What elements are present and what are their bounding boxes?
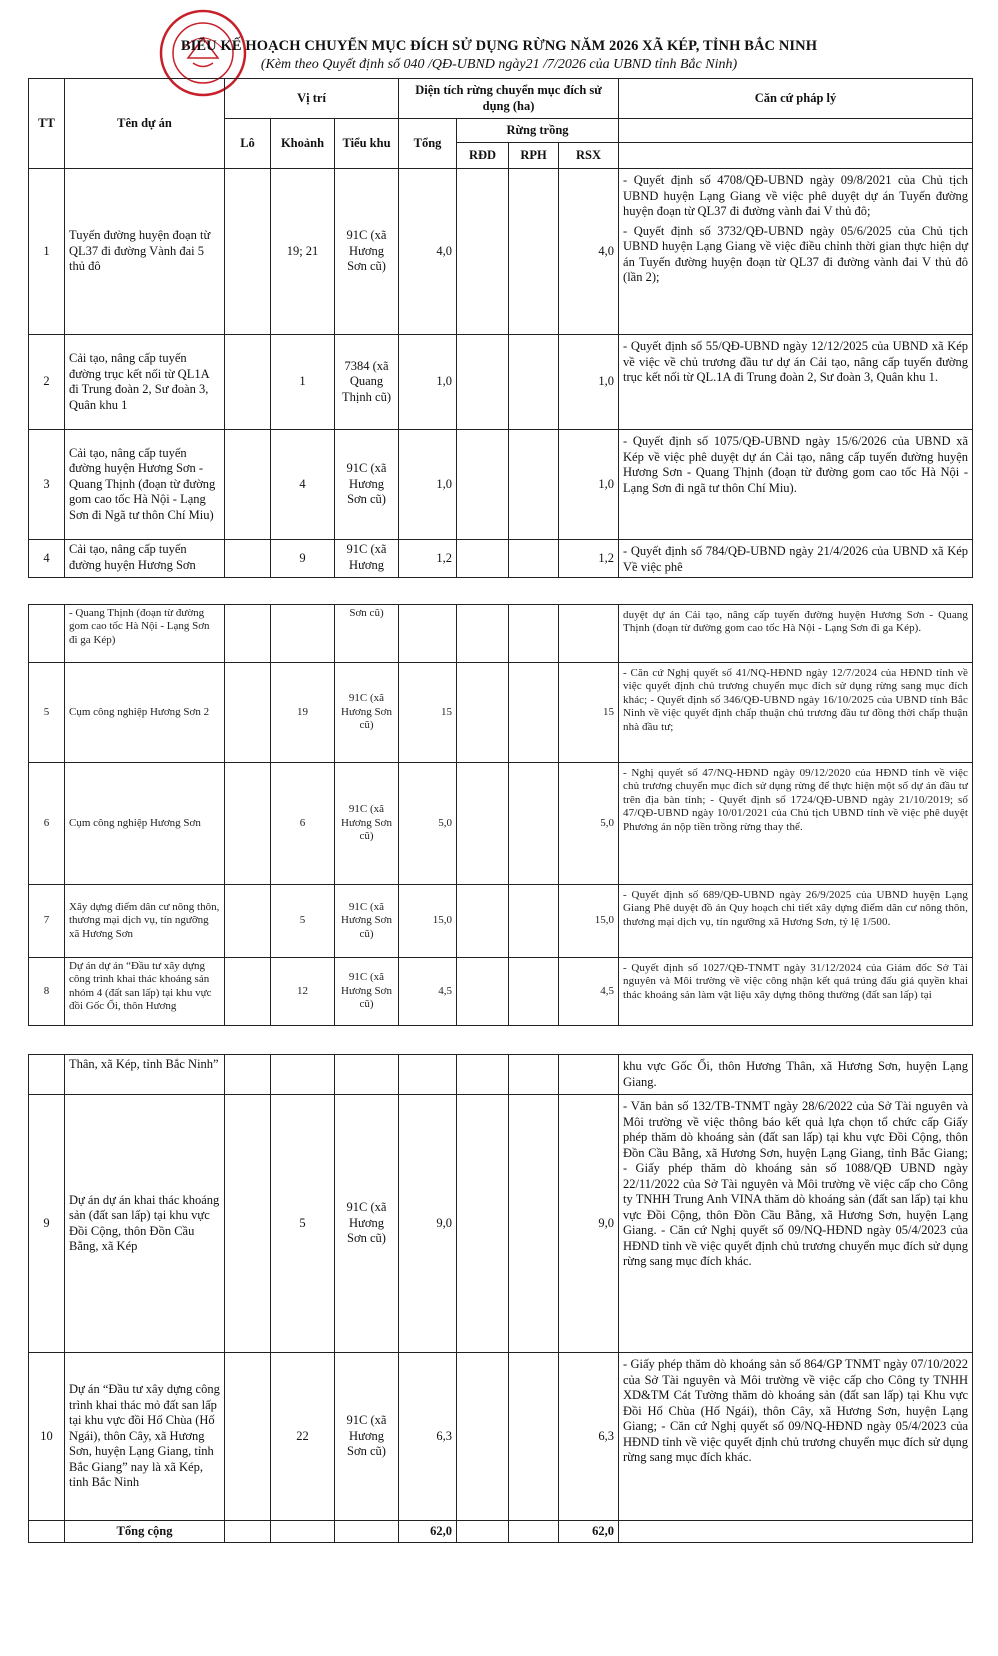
plan-table-page-2 bbox=[28, 604, 973, 1026]
table-row: 4 Cải tạo, nâng cấp tuyến đường huyện Hương Sơn 9 91C (xã Hương 1,2 1,2 - Quyết định số 784/QĐ-UBND ngày 21/4/2026 của UBND xã Kép Về việc phê bbox=[29, 540, 973, 578]
table-row: 10 Dự án “Đầu tư xây dựng công trình khai thác mỏ đất san lấp tại khu vực đồi Hố Chùa (Hố Ngái), thôn Cây, xã Hương Sơn, huyện Lạng Giang, tỉnh Bắc Giang” nay là xã Kép, tỉnh Bắc Ninh 22 91C (xã Hương Sơn cũ) 6,3 6,3 - Giấy phép thăm dò khoáng sản số 864/GP TNMT ngày 07/10/2022 của Sở Tài nguyên và Môi trường về việc cấp cho Công ty TNHH XD&TM Cát Tường thăm dò khoáng sản (đất san lấp) tại Khu vực Đồi Hố Chùa (Hố Ngái), thôn Cây, xã Hương Sơn, huyện Lạng Giang; - Căn cứ Nghị quyết số 09/NQ-HĐND ngày 05/4/2023 của HĐND tỉnh về việc quyết định chủ trương chuyển mục đích sử dụng rừng sang mục đích khác. bbox=[29, 1353, 973, 1521]
table-row: - Quang Thịnh (đoạn từ đường gom cao tốc Hà Nội - Lạng Sơn đi ga Kép) Sơn cũ) duyệt dự án Cải tạo, nâng cấp tuyến đường huyện Hương Sơn - Quang Thịnh (đoạn từ đường gom cao tốc Hà Nội - Lạng Sơn đi ga Kép). bbox=[29, 605, 973, 663]
col-lo: Lô bbox=[225, 119, 271, 169]
total-row bbox=[29, 1521, 973, 1543]
document-title: BIỂU KẾ HOẠCH CHUYỂN MỤC ĐÍCH SỬ DỤNG RỪNG NĂM 2026 XÃ KÉP, TỈNH BẮC NINH bbox=[180, 38, 818, 54]
table-row: 1 Tuyến đường huyện đoạn từ QL37 đi đường Vành đai 5 thủ đô 19; 21 91C (xã Hương Sơn cũ) 4,0 4,0 - Quyết định số 4708/QĐ-UBND ngày 09/8/2021 của Chủ tịch UBND huyện Lạng Giang về việc phê duyệt dự án Tuyến đường huyện đoạn từ QL37 đi đường vành đai V thủ đô; - Quyết định số 3732/QĐ-UBND ngày 05/6/2025 của Chủ tịch UBND huyện Lạng Giang về việc điều chỉnh thời gian thực hiện dự án Tuyến đường huyện đoạn từ QL37 đi đường vành đai V thủ đô (lần 2); bbox=[29, 169, 973, 335]
table-row: 3 Cải tạo, nâng cấp tuyến đường huyện Hương Sơn - Quang Thịnh (đoạn từ đường gom cao tốc Hà Nội - Lạng Sơn đi Ngã tư thôn Chí Miu) 4 91C (xã Hương Sơn cũ) 1,0 1,0 - Quyết định số 1075/QĐ-UBND ngày 15/6/2026 của UBND xã Kép về việc phê duyệt dự án Cải tạo, nâng cấp tuyến đường huyện Hương Sơn - Quang Thịnh (đoạn từ đường gom cao tốc Hà Nội - Lạng Sơn đi ngã tư thôn Chí Miu). bbox=[29, 430, 973, 540]
col-khoanh: Khoảnh bbox=[271, 119, 335, 169]
table-row: 9 Dự án dự án khai thác khoáng sản (đất san lấp) tại khu vực Đồi Cộng, thôn Đồn Cầu Bằng, xã Kép 5 91C (xã Hương Sơn cũ) 9,0 9,0 - Văn bản số 132/TB-TNMT ngày 28/6/2022 của Sở Tài nguyên và Môi trường về việc thông báo kết quả lựa chọn tổ chức cấp Giấy phép thăm dò khoáng sản (đất san lấp) tại khu vực Đồi Cộng, thôn Đồn Cầu Bằng, xã Hương Sơn, huyện Lạng Giang, tỉnh Bắc Giang; - Giấy phép thăm dò khoáng sản số 1088/QĐ UBND ngày 22/11/2022 của Sở Tài nguyên và Môi trường về việc cấp cho Công ty TNHH Trung Anh VINA thăm dò khoáng sản (đất san lấp) tại khu vực Đồi Cộng, thôn Đồn Cầu Bằng, xã Hương Sơn, huyện Lạng Giang. - Căn cứ Nghị quyết số 09/NQ-HĐND ngày 05/4/2023 của HĐND tỉnh về việc quyết định chủ trương chuyển mục đích sử dụng rừng sang mục đích khác. bbox=[29, 1095, 973, 1353]
document-subtitle: (Kèm theo Quyết định số 040 /QĐ-UBND ngày21 /7/2026 của UBND tỉnh Bắc Ninh) bbox=[260, 57, 738, 72]
total-label: Tổng cộng bbox=[65, 1521, 225, 1543]
col-rung-trong: Rừng trồng bbox=[457, 119, 619, 143]
col-tt: TT bbox=[29, 79, 65, 169]
table-row: 8 Dự án dự án “Đầu tư xây dựng công trình khai thác khoáng sản nhóm 4 (đất san lấp) tại khu vực đồi Gốc Ổi, thôn Hương 12 91C (xã Hương Sơn cũ) 4,5 4,5 - Quyết định số 1027/QĐ-TNMT ngày 31/12/2024 của Giám đốc Sở Tài nguyên và Môi trường về việc công nhận kết quả trúng đấu giá quyền khai thác khoáng sản làm vật liệu xây dựng thông thường (đất san lấp) tại bbox=[29, 958, 973, 1026]
table-row: Thân, xã Kép, tỉnh Bắc Ninh” khu vực Gốc Ổi, thôn Hương Thân, xã Hương Sơn, huyện Lạng Giang. bbox=[29, 1055, 973, 1095]
total-rsx: 62,0 bbox=[559, 1521, 619, 1543]
col-tieukhu: Tiểu khu bbox=[335, 119, 399, 169]
table-row: 6 Cụm công nghiệp Hương Sơn 6 91C (xã Hương Sơn cũ) 5,0 5,0 - Nghị quyết số 47/NQ-HĐND ngày 09/12/2020 của HĐND tỉnh về việc chủ trương chuyển mục đích sử dụng rừng để thực hiện một số dự án đầu tư trên địa bàn tỉnh; - Quyết định số 1724/QĐ-UBND ngày 21/10/2019; số 47/QĐ-UBND ngày 10/01/2021 của Chủ tịch UBND tỉnh về việc phê duyệt Phương án nộp tiền trồng rừng thay thế. bbox=[29, 763, 973, 885]
col-rdd: RĐD bbox=[457, 143, 509, 169]
col-rsx: RSX bbox=[559, 143, 619, 169]
table-row: 5 Cụm công nghiệp Hương Sơn 2 19 91C (xã Hương Sơn cũ) 15 15 - Căn cứ Nghị quyết số 41/NQ-HĐND ngày 12/7/2024 của HĐND tỉnh về việc quyết định chủ trương chuyển mục đích sử dụng rừng sang mục đích khác; - Quyết định số 346/QĐ-UBND ngày 16/10/2025 của UBND tỉnh Bắc Ninh về việc quyết định chấp thuận chủ trương đầu tư đồng thời chấp thuận nhà đầu tư; bbox=[29, 663, 973, 763]
plan-table-page-3 bbox=[28, 1054, 973, 1543]
col-location: Vị trí bbox=[225, 79, 399, 119]
total-tong: 62,0 bbox=[399, 1521, 457, 1543]
col-legal: Căn cứ pháp lý bbox=[619, 79, 973, 119]
col-rph: RPH bbox=[509, 143, 559, 169]
table-row: 7 Xây dựng điểm dân cư nông thôn, thương mại dịch vụ, tín ngưỡng xã Hương Sơn 5 91C (xã Hương Sơn cũ) 15,0 15,0 - Quyết định số 689/QĐ-UBND ngày 26/9/2025 của UBND huyện Lạng Giang Phê duyệt đồ án Quy hoạch chi tiết xây dựng điểm dân cư nông thôn, thương mại dịch vụ, tín ngưỡng xã Hương Sơn, tỷ lệ 1/500. bbox=[29, 885, 973, 958]
col-name: Tên dự án bbox=[65, 79, 225, 169]
col-area: Diện tích rừng chuyển mục đích sử dụng (ha) bbox=[399, 79, 619, 119]
col-tong: Tổng bbox=[399, 119, 457, 169]
plan-table-page-1 bbox=[28, 78, 973, 578]
table-row: 2 Cải tạo, nâng cấp tuyến đường trục kết nối từ QL1A đi Trung đoàn 2, Sư đoàn 3, Quân khu 1 1 7384 (xã Quang Thịnh cũ) 1,0 1,0 - Quyết định số 55/QĐ-UBND ngày 12/12/2025 của UBND xã Kép về việc về chủ trương đầu tư dự án Cải tạo, nâng cấp tuyến đường trục kết nối từ QL.1A đi Trung đoàn 2, Sư đoàn 3, Quân khu 1. bbox=[29, 335, 973, 430]
